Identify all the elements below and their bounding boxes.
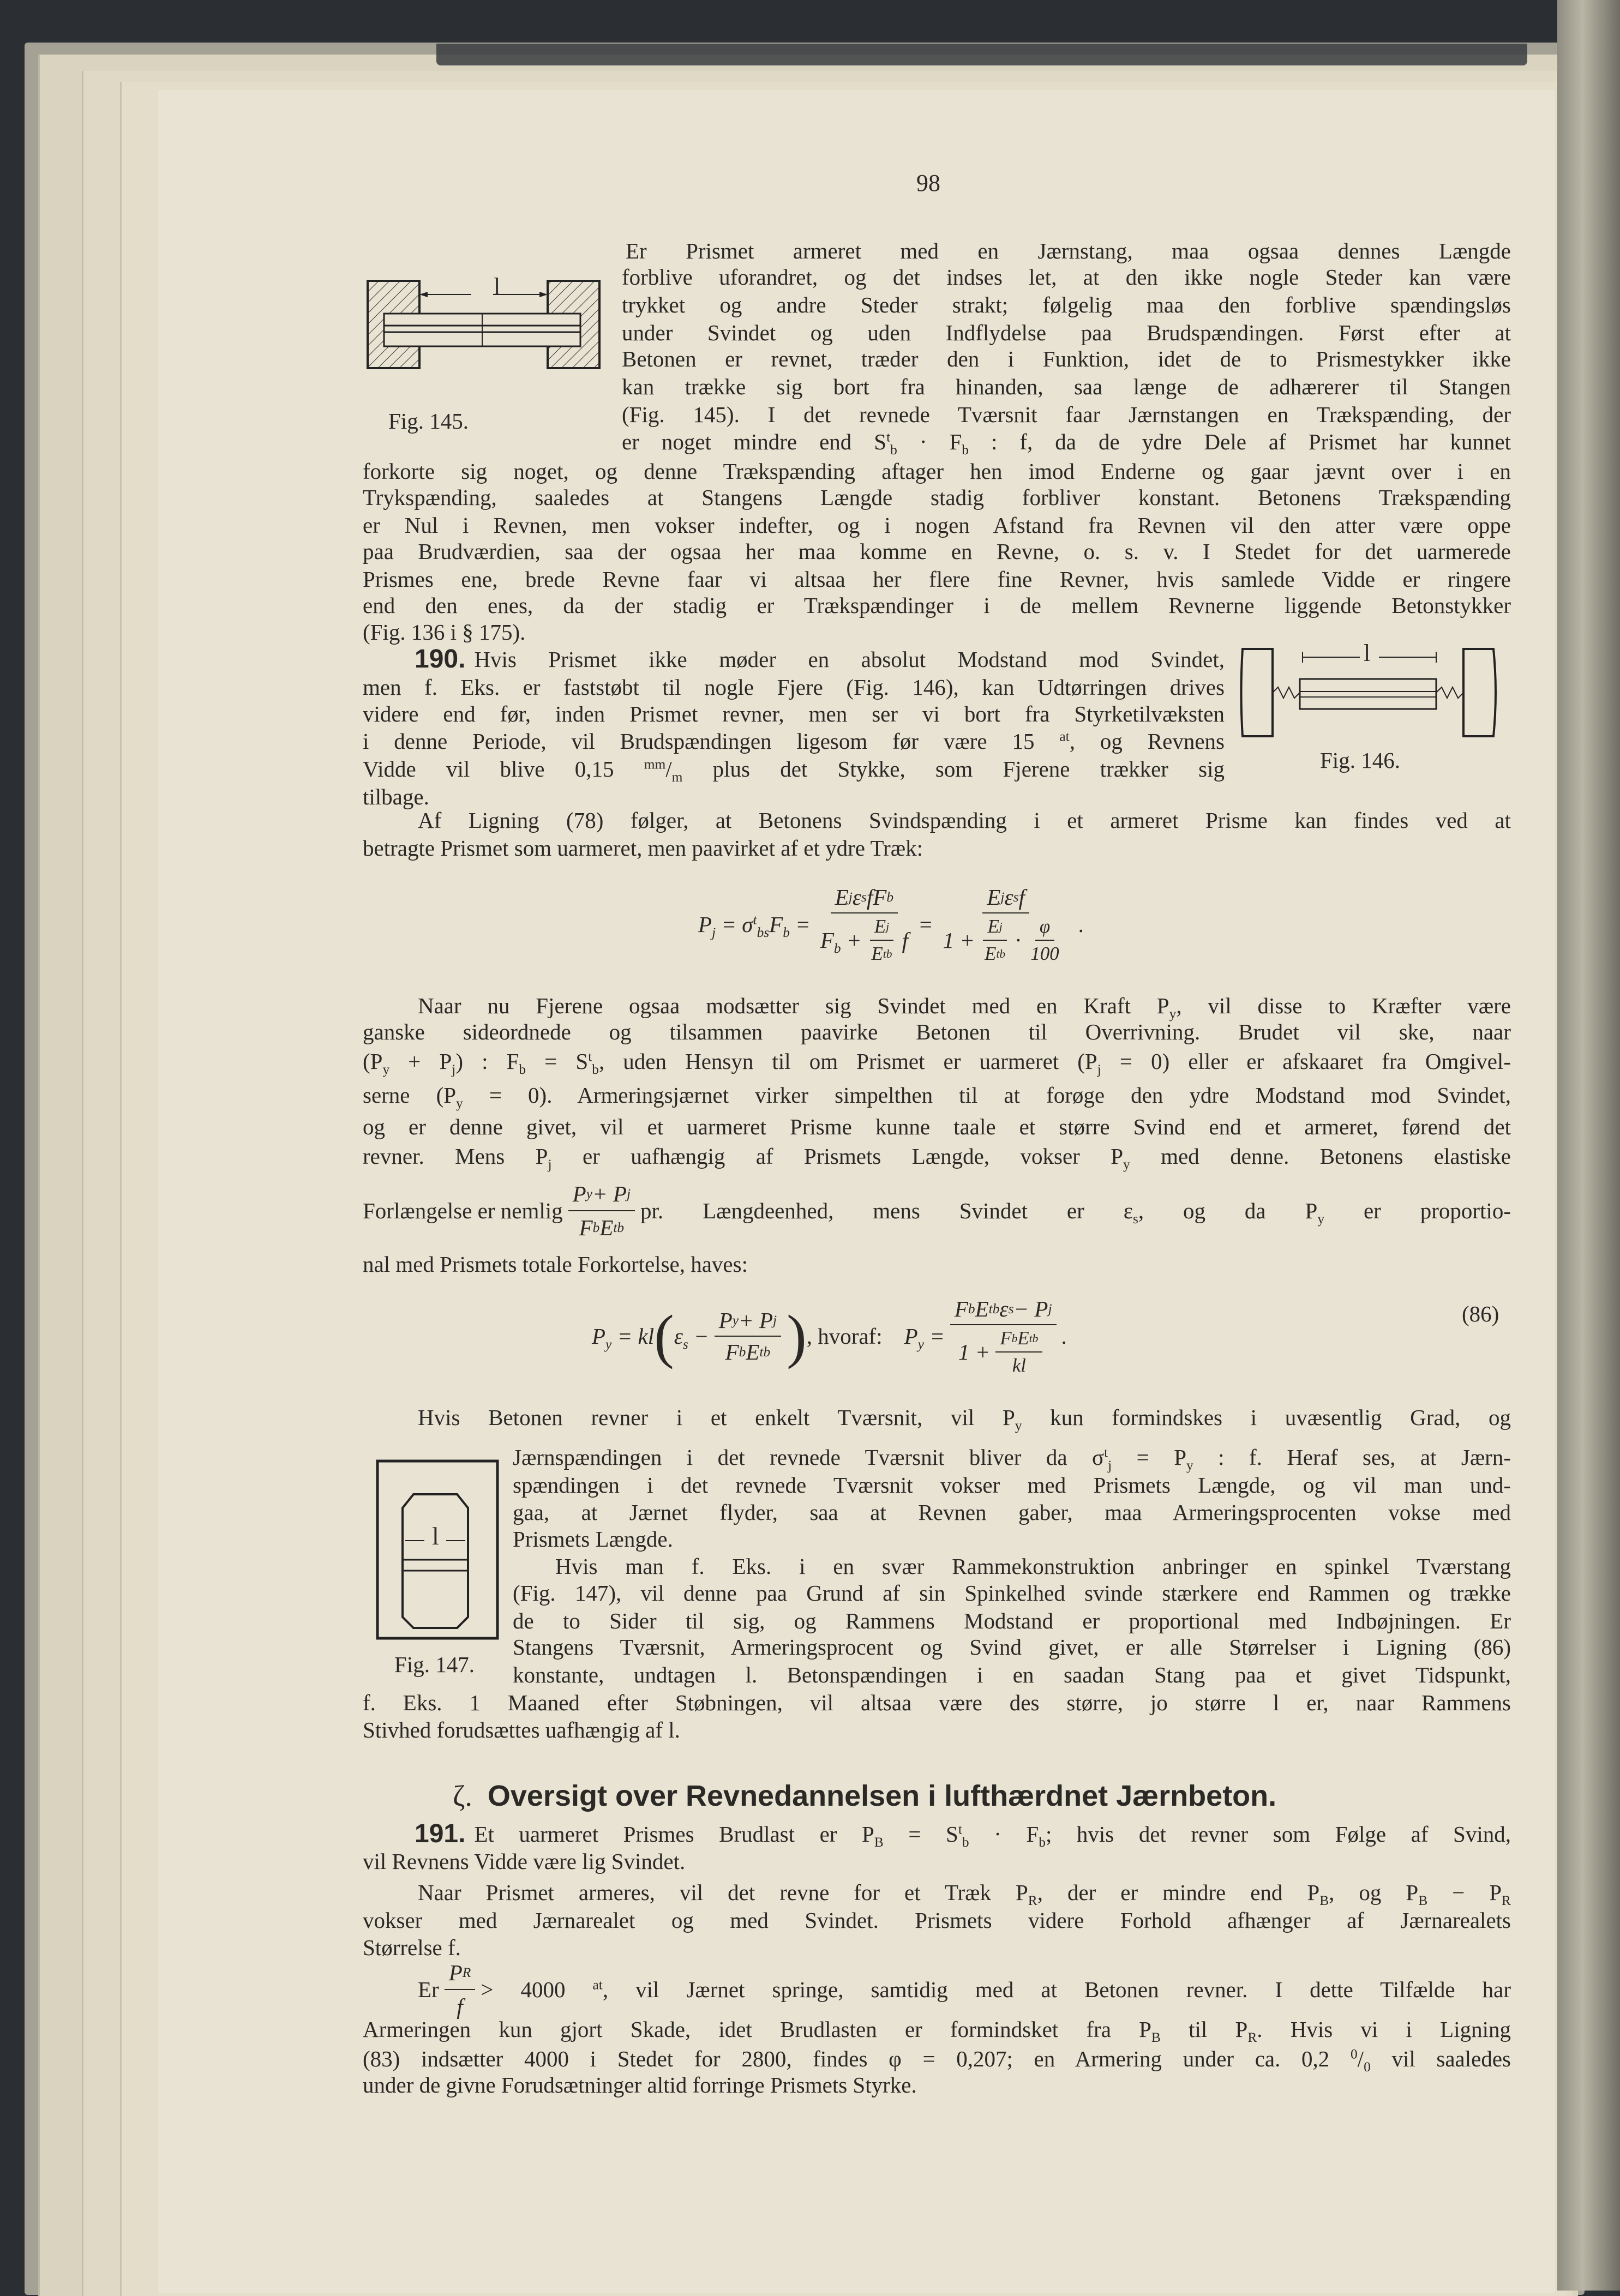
eq-fraction [939, 884, 1073, 965]
eq-denominator: F b E t b [725, 1339, 771, 1365]
text-line: (Fig. 145). I det revnede Tværsnit faar Jærnstangen en Trækspænding, der [622, 402, 1511, 427]
eq-term: 1 + [943, 928, 975, 953]
text-line: Hvis Betonen revner i et enkelt Tværsnit, vil $P_y$ kun formindskes i uvæsentlig Grad, og [418, 1405, 1511, 1434]
eq-denominator: 100 [1030, 943, 1059, 964]
eq-paren: ) [787, 1303, 807, 1369]
eq-fraction [950, 1296, 1057, 1377]
text-line: Naar Prismet armeres, vil det revne for et Træk $P_R$, der er mindre end $P_B$, og $P_B - P_R$ [418, 1880, 1511, 1909]
text-line: Af Ligning (78) følger, at Betonens Svindspænding i et armeret Prisme kan findes ved at [418, 808, 1511, 833]
book-binding [1557, 0, 1620, 2291]
section-number-191: 191. [415, 1819, 466, 1848]
figure-146-label: l [1364, 640, 1371, 666]
eq-lhs: $P_y$ = kl [592, 1324, 655, 1353]
text-line: Trykspænding, saaledes at Stangens Længde stadig forbliver konstant. Betonens Trækspænding [363, 485, 1511, 510]
eq-numerator: P y + P j [568, 1180, 635, 1211]
eq-numerator: E j [983, 916, 1006, 941]
text-line: Et uarmeret Prismes Brudlast er $P_B = S^t_b \cdot F_b$; hvis det revner som Følge af Svind, [474, 1822, 1511, 1850]
text-line: Er Prismet armeret med en Jærnstang, maa ogsaa dennes Længde [626, 238, 1511, 263]
eq-denominator [816, 913, 913, 965]
eq-text: , hvoraf: [806, 1324, 883, 1349]
heading-title: Oversigt over Revnedannelsen i lufthærdnet Jærnbeton. [487, 1780, 1277, 1812]
text-line: er Nul i Revnen, men vokser indefter, og i nogen Afstand fra Revnen vil den atter være oppe [363, 513, 1511, 538]
eq-term: · [1015, 928, 1021, 953]
figure-145-caption: Fig. 145. [388, 408, 469, 434]
inline-fraction [568, 1180, 635, 1242]
text-line: men f. Eks. er faststøbt til nogle Fjere (Fig. 146), kan Udtørringen drives [363, 675, 1225, 700]
text-line: Hvis man f. Eks. i en svær Rammekonstruktion anbringer en spinkel Tværstang [555, 1554, 1511, 1579]
figure-145-label: l [494, 273, 501, 300]
text-line: tilbage. [363, 784, 429, 809]
text-line: serne $(P_y = 0)$. Armeringsjærnet virker simpelthen til at forøge den ydre Modstand mod Svindet, [363, 1083, 1511, 1111]
eq-numerator: P R [445, 1958, 476, 1990]
eq-lhs: $P_y$ = [904, 1324, 945, 1353]
text-line: (Fig. 136 i § 175). [363, 620, 526, 645]
eq-denominator: kl [1012, 1355, 1026, 1376]
text-line: i denne Periode, vil Brudspændingen ligesom før være 15 $^{at}$, og Revnens [363, 729, 1225, 754]
text-segment: Forlængelse er nemlig [363, 1198, 563, 1223]
text-line: paa Brudværdien, saa der ogsaa her maa komme en Revne, o. s. v. I Stedet for det uarmerede [363, 539, 1511, 564]
text-line: konstante, undtagen l. Betonspændingen i en saadan Stang paa et givet Tidspunkt, [513, 1662, 1511, 1687]
eq-numerator: F b E t b [995, 1327, 1042, 1353]
text-line: under de givne Forudsætninger altid forringe Prismets Styrke. [363, 2072, 917, 2097]
text-line: end den enes, da der stadig er Trækspændinger i de mellem Revnerne liggende Betonstykker [363, 593, 1511, 618]
text-line: Vidde vil blive 0,15 $^{mm}/_m$ plus det Stykke, som Fjerene trækker sig [363, 756, 1225, 785]
eq-term: $F_b$ + [820, 928, 862, 957]
eq-numerator: E j ε s fF b [831, 884, 898, 913]
eq-numerator: P y + P j [715, 1307, 781, 1337]
text-line: de to Sider til sig, og Rammens Modstand er proportional med Indbøjningen. Er [513, 1608, 1511, 1633]
text-line: trykket og andre Steder strakt; følgelig maa den forblive spændingsløs [622, 292, 1511, 317]
text-line: f. Eks. 1 Maaned efter Støbningen, vil altsaa være des større, jo større l er, naar Rammens [363, 1690, 1511, 1715]
text-line: (Fig. 147), vil denne paa Grund af sin Spinkelhed svinde stærkere end Rammen og trække [513, 1580, 1511, 1606]
equation-number: (86) [1462, 1301, 1499, 1326]
text-line: Betonen er revnet, træder den i Funktion, idet de to Prismestykker ikke [622, 346, 1511, 371]
eq-denominator: F b E t b [579, 1215, 625, 1240]
eq-fraction [816, 884, 913, 965]
text-line: forblive uforandret, og det indses let, at den ikke nogle Steder kan være [622, 265, 1511, 290]
text-segment: > 4000 $^{at}$, vil Jærnet springe, samtidig med at Betonen revner. I dette Tilfælde har [481, 1977, 1511, 2002]
figure-146-caption: Fig. 146. [1320, 748, 1400, 773]
text-line: Naar nu Fjerene ogsaa modsætter sig Svindet med en Kraft $P_y$, vil disse to Kræfter være [418, 993, 1511, 1022]
text-line: Hvis Prismet ikke møder en absolut Modstand mod Svindet, [474, 647, 1225, 672]
eq-paren: ( [654, 1303, 674, 1369]
er-line [418, 1957, 1511, 2022]
text-line: Prismets Længde. [513, 1526, 673, 1552]
text-line: nal med Prismets totale Forkortelse, haves: [363, 1252, 748, 1277]
text-line: videre end før, inden Prismet revner, men ser vi bort fra Styrketilvæksten [363, 701, 1225, 726]
equation-86 [592, 1287, 1067, 1385]
section-191-line [415, 1820, 1511, 1848]
eq-term: . [1061, 1324, 1067, 1349]
eq-denominator [939, 913, 1073, 965]
equation-pj [698, 870, 1084, 979]
text-line: vokser med Jærnarealet og med Svindet. Prismets videre Forhold afhænger af Jærnarealets [363, 1908, 1511, 1933]
text-line: Størrelse f. [363, 1935, 461, 1960]
eq-fraction [715, 1307, 781, 1365]
eq-denominator: f [457, 1994, 463, 2019]
text-line: gaa, at Jærnet flyder, saa at Revnen gaber, maa Armeringsprocenten vokse med [513, 1500, 1511, 1525]
text-line: vil Revnens Vidde være lig Svindet. [363, 1849, 686, 1874]
text-line: kan trække sig bort fra hinanden, saa længe de adhærerer til Stangen [622, 374, 1511, 399]
eq-term: f [902, 928, 908, 953]
text-line: Stangens Tværsnit, Armeringsprocent og Svind givet, er alle Størrelser i Ligning (86) [513, 1634, 1511, 1660]
eq-denominator [954, 1325, 1053, 1377]
figure-147-label: l [432, 1522, 439, 1550]
text-line: betragte Prismet som uarmeret, men paavirket af et ydre Træk: [363, 836, 923, 861]
figure-145-drawing [362, 275, 605, 374]
eq-denominator: E t b [871, 943, 892, 964]
heading-marker: ζ. [453, 1780, 472, 1812]
book-top-shadow [436, 44, 1527, 65]
text-line: og er denne givet, vil et uarmeret Prisme kunne taale et større Svind end et armeret, førend det [363, 1114, 1511, 1139]
eq-denominator: E t b [985, 943, 1006, 964]
text-line: under Svindet og uden Indflydelse paa Brudspændingen. Først efter at [622, 320, 1511, 345]
text-line: Stivhed forudsættes uafhængig af l. [363, 1717, 680, 1742]
eq-numerator: E j ε s f [982, 884, 1029, 913]
forlaengelse-line [363, 1178, 1511, 1243]
text-line: Prismes ene, brede Revne faar vi altsaa her flere fine Revner, hvis samlede Vidde er ringere [363, 567, 1511, 592]
page-number: 98 [916, 170, 940, 196]
eq-fraction [980, 916, 1010, 965]
section-number-190: 190. [415, 645, 466, 674]
text-line: spændingen i det revnede Tværsnit vokser med Prismets Længde, og vil man und- [513, 1472, 1511, 1498]
eq-numerator: φ [1035, 916, 1054, 941]
section-heading [453, 1779, 1413, 1813]
text-line: $(P_y + P_j)$ : $F_b = S^t_b$, uden Hensyn til om Prismet er uarmeret $(P_j = 0)$ eller er afskaaret fra Omgivel- [363, 1049, 1511, 1078]
text-line: Armeringen kun gjort Skade, idet Brudlasten er formindsket fra $P_B$ til $P_R$. Hvis vi i Ligning [363, 2017, 1511, 2046]
inline-fraction [445, 1958, 476, 2021]
text-line: (83) indsætter 4000 i Stedet for 2800, findes φ = 0,207; en Armering under ca. 0,2 $^0/_0$ vil saaledes [363, 2046, 1511, 2075]
eq-term: 1 + [958, 1339, 991, 1365]
eq-term: $\varepsilon_s$ − [674, 1324, 709, 1353]
eq-numerator: E j [870, 916, 893, 941]
text-line: Jærnspændingen i det revnede Tværsnit bliver da $\sigma^t_j = P_y$ : f. Heraf ses, at Jærn- [513, 1445, 1511, 1474]
text-segment: Er [418, 1977, 439, 2002]
text-segment: pr. Længdeenhed, mens Svindet er $\varepsilon_s$, og da $P_y$ er proportio- [640, 1198, 1511, 1227]
text-line: forkorte sig noget, og denne Trækspænding aftager hen imod Enderne og gaar jævnt over i en [363, 459, 1511, 484]
figure-147-caption: Fig. 147. [394, 1652, 475, 1677]
text-line: revner. Mens $P_j$ er uafhængig af Prismets Længde, vokser $P_y$ med denne. Betonens elastiske [363, 1144, 1511, 1173]
eq-numerator: F b E t b ε s − P j [950, 1296, 1057, 1325]
eq-lhs: $P_j = \sigma^t_{bs}F_b$ = [698, 912, 811, 941]
eq-fraction [995, 1327, 1042, 1377]
text-line: er noget mindre end $S^t_b \cdot F_b$ : f, da de ydre Dele af Prismet har kunnet [622, 429, 1511, 458]
eq-fraction [1026, 916, 1063, 965]
eq-fraction [867, 916, 897, 965]
eq-term: . [1078, 912, 1084, 937]
text-line: ganske sideordnede og tilsammen paavirke Betonen til Overrivning. Brudet vil ske, naar [363, 1019, 1511, 1044]
section-190-line [415, 645, 1225, 674]
eq-equals: = [917, 912, 933, 937]
